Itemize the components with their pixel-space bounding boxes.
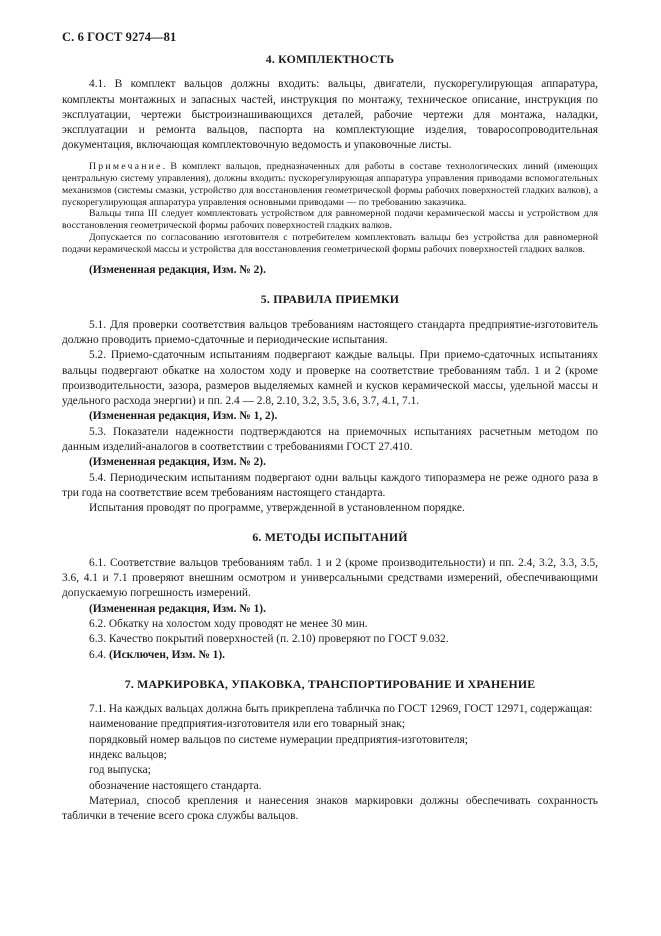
note-paragraph [62,161,598,209]
list-item: порядковый номер вальцов по системе нумерации предприятия-изготовителя; [89,733,468,746]
section-5-title: 5. ПРАВИЛА ПРИЕМКИ [260,292,400,307]
paragraph-5-1: 5.1. Для проверки соответствия вальцов требованиям настоящего стандарта предприятие-изготовитель должно проводить приемо-сдаточные и периодические испытания. [62,318,598,346]
paragraph-4-1: 4.1. В комплект вальцов должны входить: вальцы, двигатели, пускорегулирующая аппаратура, комплекты монтажных и запасных частей, инструкция по монтажу, техническое описание, инструкция по эксплуатации, чертежи быстроизнашивающихся деталей, рабочие чертежи для монтажа, наладки, эксплуатации и ремонта вальцов, паспорта на комплектующие изделия, товаросопроводительная документация, включающая комплектовочную ведомость и упаковочные листы. [62,78,598,152]
document-body [62,52,598,825]
paragraph-5-5: Испытания проводят по программе, утвержденной в установленном порядке. [89,502,465,515]
paragraph-5-3: 5.3. Показатели надежности подтверждаются на приемочных испытаниях расчетным методом по данным изделий-аналогов в соответствии с требованиями ГОСТ 27.410. [62,425,598,453]
list-item: индекс вальцов; [89,749,167,762]
amendment-note-5-3: (Измененная редакция, Изм. № 2). [89,456,266,469]
paragraph-7-1: 7.1. На каждых вальцах должна быть прикреплена табличка по ГОСТ 12969, ГОСТ 12971, содержащая: [89,703,593,716]
amendment-note-6-1: (Измененная редакция, Изм. № 1). [89,602,266,615]
paragraph-6-2: 6.2. Обкатку на холостом ходу проводят не менее 30 мин. [89,617,368,630]
list-item: год выпуска; [89,764,151,777]
page-header: С. 6 ГОСТ 9274—81 [62,30,177,44]
paragraph-6-4 [62,648,598,663]
paragraph-6-4-text: (Исключен, Изм. № 1). [108,648,225,661]
section-7-title: 7. МАРКИРОВКА, УПАКОВКА, ТРАНСПОРТИРОВАНИЕ И ХРАНЕНИЕ [124,676,536,691]
note-text: . В комплект вальцов, предназначенных для работы в составе технологических линий (имеющих центральную систему управления), должны входить: пускорегулирующая аппаратура управления приводами вспомогательных механизмов (системы смазки, устройство для восстановления геометрической формы рабочих поверхностей гладких валков), а пускорегулирующая аппаратура управления основными приводами — по требованию заказчика. [62,160,598,208]
list-item: наименование предприятия-изготовителя или его товарный знак; [89,718,405,731]
amendment-note-5-2: (Измененная редакция, Изм. № 1, 2). [89,410,278,423]
paragraph-6-1: 6.1. Соответствие вальцов требованиям табл. 1 и 2 (кроме производительности) и пп. 2.4, 3.2, 3.3, 3.5, 3.6, 4.1 и 7.1 проверяют внешним осмотром и универсальными средствами измерений, обеспечивающими допускаемую погрешность измерений. [62,556,598,600]
paragraph-5-2: 5.2. Приемо-сдаточным испытаниям подвергают каждые вальцы. При приемо-сдаточных испытаниях вальцы подвергают обкатке на холостом ходу и проверке на соответствие требованиям табл. 1 и 2 (кроме производительности, зазора, размеров выделяемых камней и кусков керамической массы, удельной массы и удельного расхода энергии) и пп. 2.4 — 2.8, 2.10, 3.2, 3.5, 3.6, 3.7, 4.1, 7.1. [62,349,598,408]
paragraph-5-4: 5.4. Периодическим испытаниям подвергают одни вальцы каждого типоразмера не реже одного раза в три года на соответствие всем требованиям настоящего стандарта. [62,471,598,499]
paragraph-6-4-number: 6.4. [89,648,107,661]
section-4-title: 4. КОМПЛЕКТНОСТЬ [265,52,395,66]
paragraph-6-3: 6.3. Качество покрытий поверхностей (п. 2.10) проверяют по ГОСТ 9.032. [89,633,449,646]
section-6-title: 6. МЕТОДЫ ИСПЫТАНИЙ [252,530,408,545]
note-paragraph-2: Вальцы типа III следует комплектовать устройством для равномерной подачи керамической массы и устройством для восстановления геометрической формы рабочих поверхностей гладких валков. [62,208,598,232]
paragraph-7-2: Материал, способ крепления и нанесения знаков маркировки должны обеспечивать сохранность таблички в течение всего срока службы вальцов. [62,794,598,823]
note-paragraph-3: Допускается по согласованию изготовителя с потребителем комплектовать вальцы без устройства для равномерной подачи керамической массы и устройства для восстановления геометрической формы рабочих поверхностей гладких валков. [62,232,598,256]
list-item: обозначение настоящего стандарта. [89,779,262,792]
note-label: Примечание [89,160,163,172]
amendment-note-4: (Измененная редакция, Изм. № 2). [89,264,266,277]
